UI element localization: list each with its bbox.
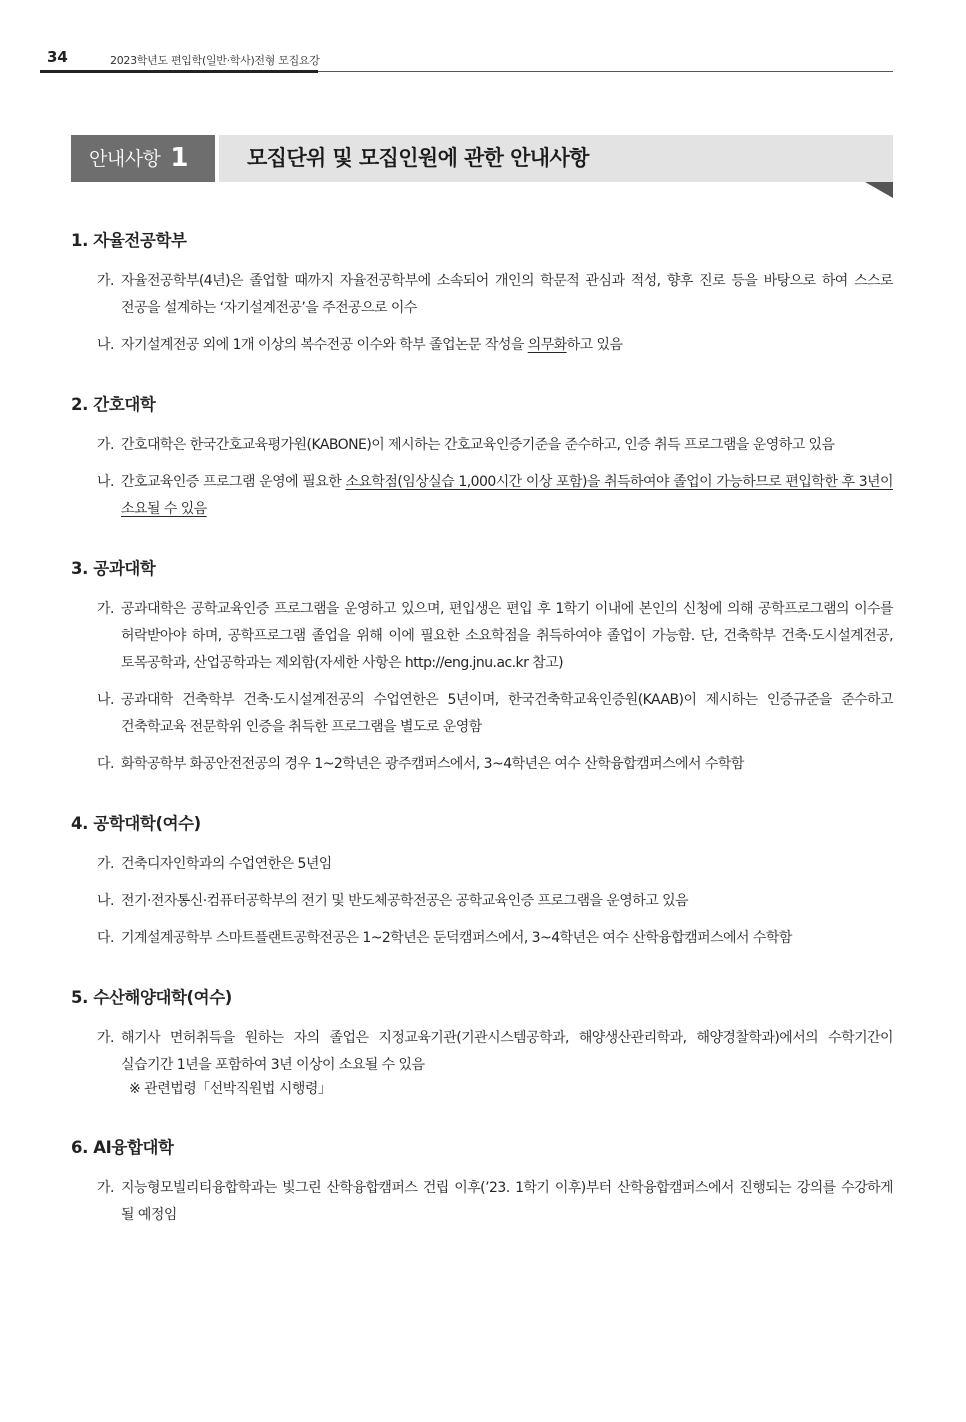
list-item [71,751,893,778]
item-marker: 가. [97,1180,114,1196]
banner-tag-label: 안내사항 [89,148,161,170]
section [71,392,893,523]
item-marker: 가. [97,856,114,872]
banner-tag [71,135,215,182]
item-underlined-text: 소요학점(임상실습 1,000시간 이상 포함)을 취득하여야 졸업이 가능하므로 편입학한 후 3년이 소요될 수 있음 [121,474,893,517]
section-banner [71,135,893,200]
section [71,985,893,1102]
page-number: 34 [47,48,68,66]
section [71,1135,893,1229]
item-text: 공과대학 건축학부 건축·도시설계전공의 수업연한은 5년이며, 한국건축학교육인증원(KAAB)이 제시하는 인증규준을 준수하고 건축학교육 전문학위 인증을 취득한 프로그램을 별도로 운영함 [121,692,893,735]
section [71,228,893,359]
item-text: 간호교육인증 프로그램 운영에 필요한 [121,474,346,490]
item-text: 하고 있음 [566,337,623,353]
list-item [71,851,893,878]
item-marker: 다. [97,756,114,772]
item-marker: 가. [97,437,114,453]
list-item [71,268,893,322]
banner-title: 모집단위 및 모집인원에 관한 안내사항 [219,135,893,182]
item-marker: 나. [97,692,114,708]
item-text: 공과대학은 공학교육인증 프로그램을 운영하고 있으며, 편입생은 편입 후 1학기 이내에 본인의 신청에 의해 공학프로그램의 이수를 허락받아야 하며, 공학프로그램 졸업을 위해 이에 필요한 소요학점을 취득하여야 졸업이 가능함. 단, 건축학부 건축·도시설계전공, 토목공학과, 산업공학과는 제외함(자세한 사항은 http://eng.jnu.ac.kr 참고) [121,601,893,671]
section [71,811,893,952]
section-title: 3. 공과대학 [71,559,156,578]
document-title: 2023학년도 편입학(일반·학사)전형 모집요강 [110,54,320,67]
header-rule-thick [40,70,318,73]
banner-tag-number: 1 [170,143,189,173]
list-item [71,596,893,677]
item-marker: 다. [97,930,114,946]
item-text: 해기사 면허취득을 원하는 자의 졸업은 지정교육기관(기관시스템공학과, 해양생산관리학과, 해양경찰학과)에서의 수학기간이 실습기간 1년을 포함하여 3년 이상이 소요될 수 있음 [121,1030,893,1073]
list-item [71,1175,893,1229]
item-text: 건축디자인학과의 수업연한은 5년임 [121,856,332,872]
section-title: 6. AI융합대학 [71,1138,174,1157]
list-item [71,332,893,359]
item-text: 자기설계전공 외에 1개 이상의 복수전공 이수와 학부 졸업논문 작성을 [121,337,528,353]
section [71,556,893,778]
item-marker: 나. [97,893,114,909]
section-note: ※ 관련법령「선박직원법 시행령」 [129,1081,332,1097]
item-text: 기계설계공학부 스마트플랜트공학전공은 1~2학년은 둔덕캠퍼스에서, 3~4학년은 여수 산학융합캠퍼스에서 수학함 [121,930,792,946]
header-rule-thin [318,71,893,72]
section-title: 4. 공학대학(여수) [71,814,201,833]
list-item [71,1025,893,1079]
item-marker: 가. [97,273,114,289]
list-item [71,888,893,915]
section-title: 5. 수산해양대학(여수) [71,988,232,1007]
item-marker: 나. [97,474,114,490]
item-underlined-text: 의무화 [527,337,567,353]
item-text: 화학공학부 화공안전전공의 경우 1~2학년은 광주캠퍼스에서, 3~4학년은 여수 산학융합캠퍼스에서 수학함 [121,756,744,772]
item-text: 간호대학은 한국간호교육평가원(KABONE)이 제시하는 간호교육인증기준을 준수하고, 인증 취득 프로그램을 운영하고 있음 [121,437,835,453]
item-text: 지능형모빌리티융합학과는 빛그린 산학융합캠퍼스 건립 이후(’23. 1학기 이후)부터 산학융합캠퍼스에서 진행되는 강의를 수강하게 될 예정임 [121,1180,893,1223]
item-marker: 가. [97,601,114,617]
list-item [71,687,893,741]
section-title: 1. 자율전공학부 [71,231,187,250]
list-item [71,469,893,523]
banner-corner-decoration [865,182,893,198]
item-text: 자율전공학부(4년)은 졸업할 때까지 자율전공학부에 소속되어 개인의 학문적 관심과 적성, 향후 진로 등을 바탕으로 하여 스스로 전공을 설계하는 ‘자기설계전공’을 주전공으로 이수 [121,273,893,316]
item-marker: 가. [97,1030,114,1046]
page-header [0,0,966,80]
section-title: 2. 간호대학 [71,395,156,414]
list-item [71,925,893,952]
item-marker: 나. [97,337,114,353]
main-content [71,228,893,1262]
item-text: 전기·전자통신·컴퓨터공학부의 전기 및 반도체공학전공은 공학교육인증 프로그램을 운영하고 있음 [121,893,689,909]
list-item [71,432,893,459]
